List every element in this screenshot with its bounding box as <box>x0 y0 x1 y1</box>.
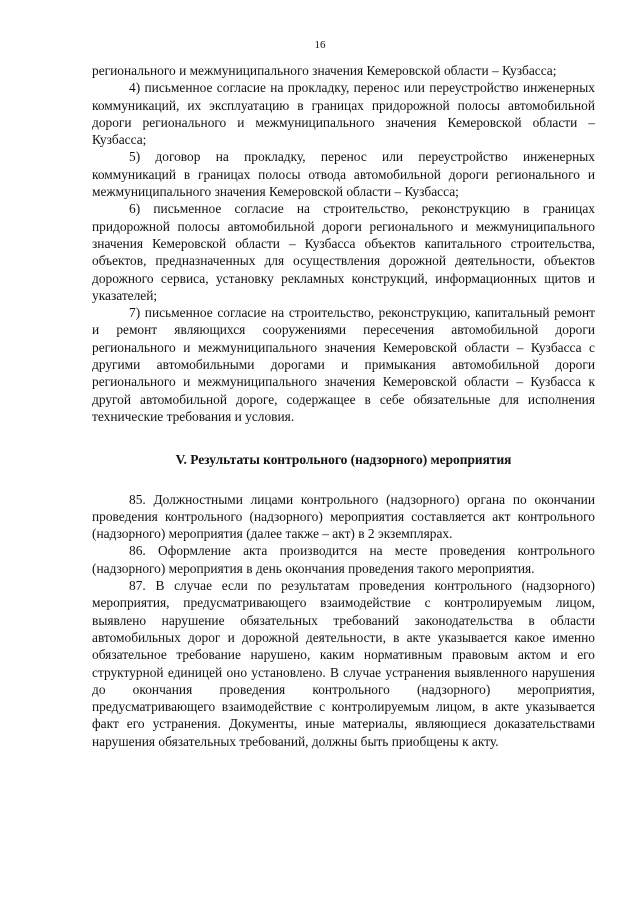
paragraph-86: 86. Оформление акта производится на месте проведения контрольного (надзорного) мероприятия в день окончания проведения такого мероприятия. <box>92 543 595 576</box>
section-spacer <box>92 469 595 491</box>
page-number: 16 <box>314 39 326 51</box>
paragraph-85: 85. Должностными лицами контрольного (надзорного) органа по окончании проведения контрольного (надзорного) мероприятия составляется акт контрольного (надзорного) мероприятия (далее также – акт) в 2 экземплярах. <box>92 491 595 542</box>
paragraph-87: 87. В случае если по результатам проведения контрольного (надзорного) мероприятия, предусматривающего взаимодействие с контролируемым лицом, выявлено нарушение обязательных требований законодательства в области автомобильных дорог и дорожной деятельности, в акте указывается какое именно обязательное требование нарушено, каким нормативным правовым актом и его структурной единицей оно установлено. В случае устранения выявленного нарушения до окончания проведения контрольного (надзорного) мероприятия, предусматривающего взаимодействие с контролируемым лицом, в акте указывается факт его устранения. Документы, иные материалы, являющиеся доказательствами нарушения обязательных требований, должны быть приобщены к акту. <box>92 578 595 749</box>
paragraph-continuation: регионального и межмуниципального значения Кемеровской области – Кузбасса; <box>92 63 557 78</box>
section-heading: V. Результаты контрольного (надзорного) мероприятия <box>175 452 512 468</box>
paragraph-item-4: 4) письменное согласие на прокладку, перенос или переустройство инженерных коммуникаций, их эксплуатацию в границах придорожной полосы автомобильной дороги регионального и межмуниципального значения Кемеровской области – Кузбасса; <box>92 80 595 148</box>
document-body <box>92 62 595 750</box>
paragraph-item-7: 7) письменное согласие на строительство, реконструкцию, капитальный ремонт и ремонт являющихся сооружениями пересечения автомобильной дороги регионального и межмуниципального значения Кемеровской области – Кузбасса с другими автомобильными дорогами и примыкания автомобильной дороги регионального и межмуниципального значения Кемеровской области – Кузбасса к другой автомобильной дороге, содержащее в себе обязательные для исполнения технические требования и условия. <box>92 305 595 424</box>
paragraph-item-6: 6) письменное согласие на строительство, реконструкцию в границах придорожной полосы автомобильной дороги регионального и межмуниципального значения Кемеровской области – Кузбасса объектов капитального строительства, объектов, предназначенных для осуществления дорожной деятельности, объектов дорожного сервиса, установку рекламных конструкций, информационных щитов и указателей; <box>92 201 595 303</box>
paragraph-item-5: 5) договор на прокладку, перенос или переустройство инженерных коммуникаций в границах полосы отвода автомобильной дороги регионального и межмуниципального значения Кемеровской области – Кузбасса; <box>92 149 595 200</box>
